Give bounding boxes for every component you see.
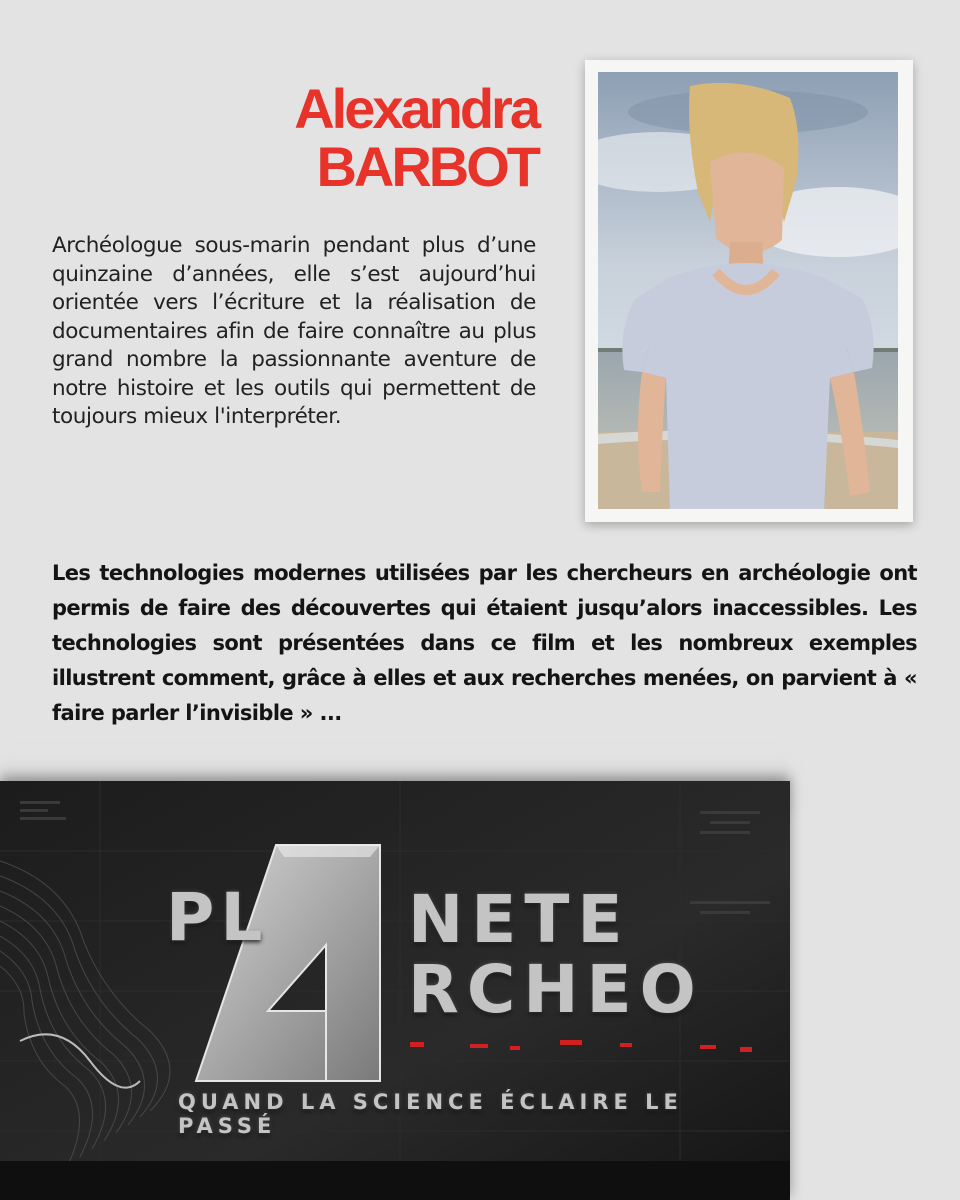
- person-first-name: Alexandra: [294, 77, 538, 140]
- portrait-photo: [585, 60, 913, 522]
- film-poster: [0, 781, 790, 1200]
- poster-title-part2: NETE: [408, 881, 631, 958]
- person-name: [294, 77, 538, 198]
- person-last-name: BARBOT: [316, 135, 538, 198]
- portrait-illustration: [598, 72, 898, 509]
- person-bio: Archéologue sous-marin pendant plus d’une quinzaine d’années, elle s’est aujourd’hui orientée vers l’écriture et la réalisation de documentaires afin de faire connaître au plus grand nombre la passionnante aventure de notre histoire et les outils qui permettent de toujours mieux l'interpréter.: [52, 233, 536, 429]
- poster-tagline: QUAND LA SCIENCE ÉCLAIRE LE PASSÉ: [178, 1090, 683, 1138]
- poster-title-part3: RCHEO: [408, 951, 704, 1028]
- poster-title-part1: PL: [166, 879, 269, 956]
- film-description: Les technologies modernes utilisées par les chercheurs en archéologie ont permis de faire des découvertes qui étaient jusqu’alors inaccessibles. Les technologies sont présentées dans ce film et les nombreux exemples illustrent comment, grâce à elles et aux recherches menées, on parvient à « faire parler l’invisible » ...: [52, 561, 917, 725]
